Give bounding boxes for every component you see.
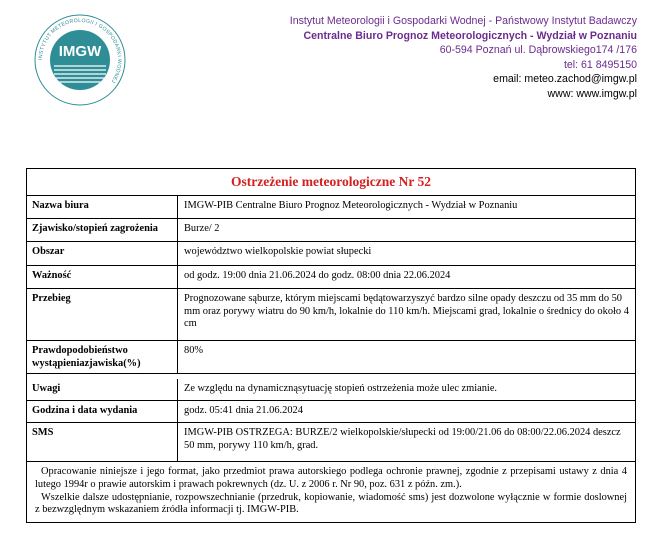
- table-row: [27, 289, 635, 341]
- row-value: Ze względu na dynamicznąsytuację stopień ostrzeżenia może ulec zmianie.: [184, 383, 498, 395]
- redistribution-paragraph: Wszelkie dalsze udostępnianie, rozpowszechnianie (przedruk, kopiowanie, wiadomość sms) jest dozwolone wyłącznie w formie doslownej z bezwzględnym wskazaniem źródła informacji tj. IMGW-PIB.: [35, 491, 627, 516]
- row-label: Nazwa biura: [27, 196, 178, 218]
- org-name: Instytut Meteorologii i Gospodarki Wodnej - Państwowy Instytut Badawczy: [289, 15, 637, 27]
- svg-text:INSTYTUT METEOROLOGII I GOSPOD: INSTYTUT METEOROLOGII I GOSPODARKI WODNEJ: [37, 17, 123, 85]
- row-label: Uwagi: [27, 379, 178, 400]
- row-value: IMGW-PIB Centralne Biuro Prognoz Meteorologicznych - Wydział w Poznaniu: [184, 200, 518, 211]
- table-row: [27, 219, 635, 242]
- row-label: Przebieg: [27, 289, 178, 340]
- row-value: Burze/ 2: [184, 223, 220, 234]
- warning-table: [26, 168, 636, 523]
- table-row: [27, 266, 635, 289]
- row-label: Prawdopodobieństwo wystąpieniazjawiska(%): [27, 341, 178, 373]
- row-value: godz. 05:41 dnia 21.06.2024: [184, 405, 303, 416]
- row-label: Zjawisko/stopień zagrożenia: [27, 219, 178, 241]
- warning-title: Ostrzeżenie meteorologiczne Nr 52: [27, 169, 635, 196]
- copyright-paragraph: Opracowanie niniejsze i jego format, jako przedmiot prawa autorskiego podlega ochronie prawnej, zgodnie z przepisami ustawy z dnia 4 lutego 1994r o prawie autorskim i prawach pokrewnych (dz. U. z 2006 r. Nr 90, poz. 631 z późn. zm.).: [35, 466, 627, 490]
- org-www[interactable]: www: www.imgw.pl: [547, 87, 637, 100]
- table-row: [27, 374, 635, 401]
- row-value: 80%: [184, 345, 204, 356]
- row-value: IMGW-PIB OSTRZEGA: BURZE/2 wielkopolskie/słupecki od 19:00/21.06 do 08:00/22.06.2024 deszcz 50 mm, porywy 110 km/h, grad.: [184, 427, 621, 451]
- org-address: 60-594 Poznań ul. Dąbrowskiego174 /176: [439, 44, 637, 57]
- table-row: [27, 401, 635, 423]
- table-row: [27, 242, 635, 266]
- org-email[interactable]: email: meteo.zachod@imgw.pl: [493, 73, 637, 86]
- table-row: [27, 341, 635, 374]
- copyright-notice: [27, 462, 635, 522]
- imgw-logo: [34, 14, 126, 106]
- row-label: Ważność: [27, 266, 178, 288]
- org-contact-block: [290, 14, 637, 102]
- row-label: SMS: [27, 423, 178, 461]
- row-value: Prognozowane sąburze, którym miejscami będątowarzyszyć bardzo silne opady deszczu od 35 mm do 50 mm oraz porywy wiatru do 90 km/h, lokalnie do 110 km/h. Miejscami grad, lokalnie o średnicy do około 4 cm: [184, 293, 629, 330]
- row-label: Godzina i data wydania: [27, 401, 178, 422]
- row-value: od godz. 19:00 dnia 21.06.2024 do godz. 08:00 dnia 22.06.2024: [184, 270, 451, 281]
- table-row: [27, 423, 635, 462]
- logo-text: IMGW: [58, 43, 102, 60]
- row-value: województwo wielkopolskie powiat słupecki: [184, 246, 372, 257]
- row-label: Obszar: [27, 242, 178, 265]
- org-department: Centralne Biuro Prognoz Meteorologicznych - Wydział w Poznaniu: [303, 29, 637, 42]
- org-phone: tel: 61 8495150: [563, 58, 637, 71]
- table-row: [27, 196, 635, 219]
